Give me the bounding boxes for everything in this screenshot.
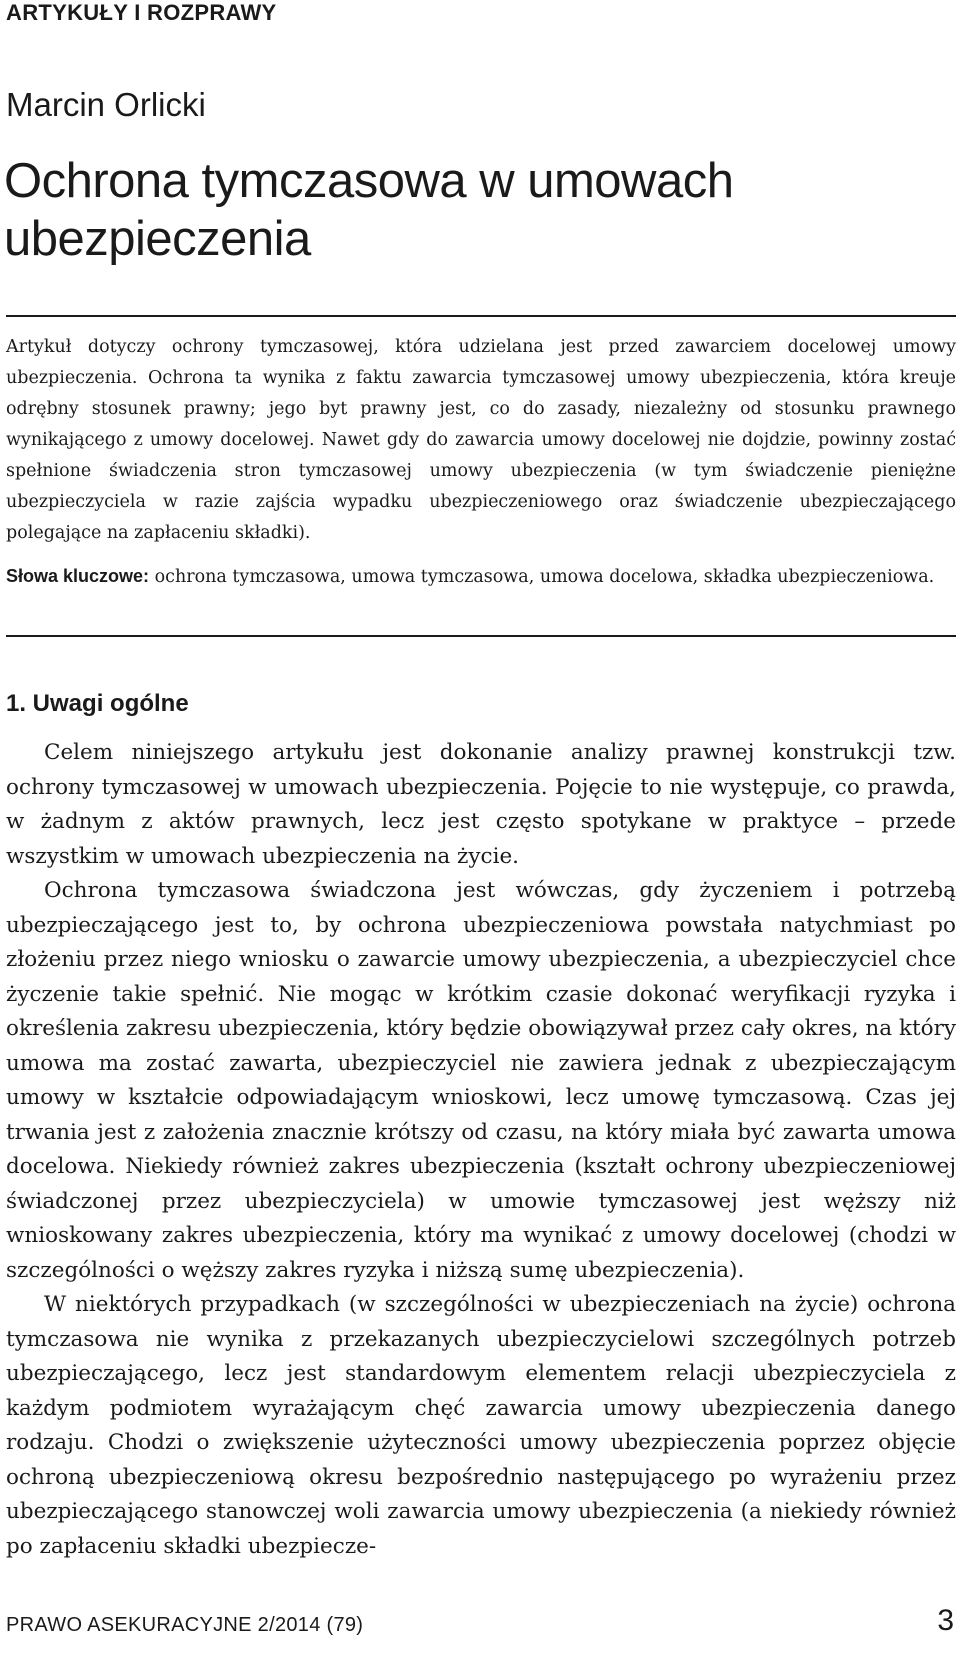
author-name: Marcin Orlicki (6, 86, 206, 123)
keywords-text: ochrona tymczasowa, umowa tymczasowa, umowa docelowa, składka ubezpieczeniowa. (154, 567, 935, 587)
article-title: Ochrona tymczasowa w umowach ubezpieczenia (4, 154, 734, 266)
abstract-top-rule (6, 315, 956, 317)
journal-footer: PRAWO ASEKURACYJNE 2/2014 (79) (6, 1614, 364, 1636)
body-text (6, 736, 956, 1564)
section-heading: 1. Uwagi ogólne (6, 690, 189, 717)
paragraph: Celem niniejszego artykułu jest dokonanie analizy prawnej konstrukcji tzw. ochrony tymczasowej w umowach ubezpieczenia. Pojęcie to nie występuje, co prawda, w żadnym z aktów prawnych, lecz jest często spotykane w praktyce – przede wszystkim w umowach ubezpieczenia na życie. (6, 740, 956, 869)
page-number: 3 (937, 1604, 954, 1637)
keywords (6, 561, 956, 593)
abstract-bottom-rule (6, 635, 956, 637)
keywords-label: Słowa kluczowe: (6, 566, 150, 586)
paragraph: Ochrona tymczasowa świadczona jest wówczas, gdy życzeniem i potrzebą ubezpieczającego jest to, by ochrona ubezpieczeniowa powstała natychmiast po złożeniu przez niego wniosku o zawarcie umowy ubezpieczenia, a ubezpieczyciel chce życzenie takie spełnić. Nie mogąc w krótkim czasie dokonać weryfikacji ryzyka i określenia zakresu ubezpieczenia, który będzie obowiązywał przez cały okres, na który umowa ma zostać zawarta, ubezpieczyciel nie zawiera jednak z ubezpieczającym umowy w kształcie odpowiadającym wnioskowi, lecz umowę tymczasową. Czas jej trwania jest z założenia znacznie krótszy od czasu, na który miała być zawarta umowa docelowa. Niekiedy również zakres ubezpieczenia (kształt ochrony ubezpieczeniowej świadczonej przez ubezpieczyciela) w umowie tymczasowej jest węższy niż wnioskowany zakres ubezpieczenia, który ma wynikać z umowy docelowej (chodzi w szczególności o węższy zakres ryzyka i niższą sumę ubezpieczenia). (6, 878, 956, 1283)
section-label: ARTYKUŁY I ROZPRAWY (6, 0, 277, 25)
paragraph: W niektórych przypadkach (w szczególności w ubezpieczeniach na życie) ochrona tymczasowa nie wynika z przekazanych ubezpieczycielowi szczególnych potrzeb ubezpieczającego, lecz jest standardowym elementem relacji ubezpieczyciela z każdym podmiotem wyrażającym chęć zawarcia umowy ubezpieczenia danego rodzaju. Chodzi o zwiększenie użyteczności umowy ubezpieczenia poprzez objęcie ochroną ubezpieczeniową okresu bezpośrednio następującego po wyrażeniu przez ubezpieczającego stanowczej woli zawarcia umowy ubezpieczenia (a niekiedy również po zapłaceniu składki ubezpiecze- (6, 1292, 956, 1559)
abstract: Artykuł dotyczy ochrony tymczasowej, która udzielana jest przed zawarciem docelowej umowy ubezpieczenia. Ochrona ta wynika z faktu zawarcia tymczasowej umowy ubezpieczenia, która kreuje odrębny stosunek prawny; jego byt prawny jest, co do zasady, niezależny od stosunku prawnego wynikającego z umowy docelowej. Nawet gdy do zawarcia umowy docelowej nie dojdzie, powinny zostać spełnione świadczenia stron tymczasowej umowy ubezpieczenia (w tym świadczenie pieniężne ubezpieczyciela w razie zajścia wypadku ubezpieczeniowego oraz świadczenie ubezpieczającego polegające na zapłaceniu składki). (6, 337, 956, 543)
